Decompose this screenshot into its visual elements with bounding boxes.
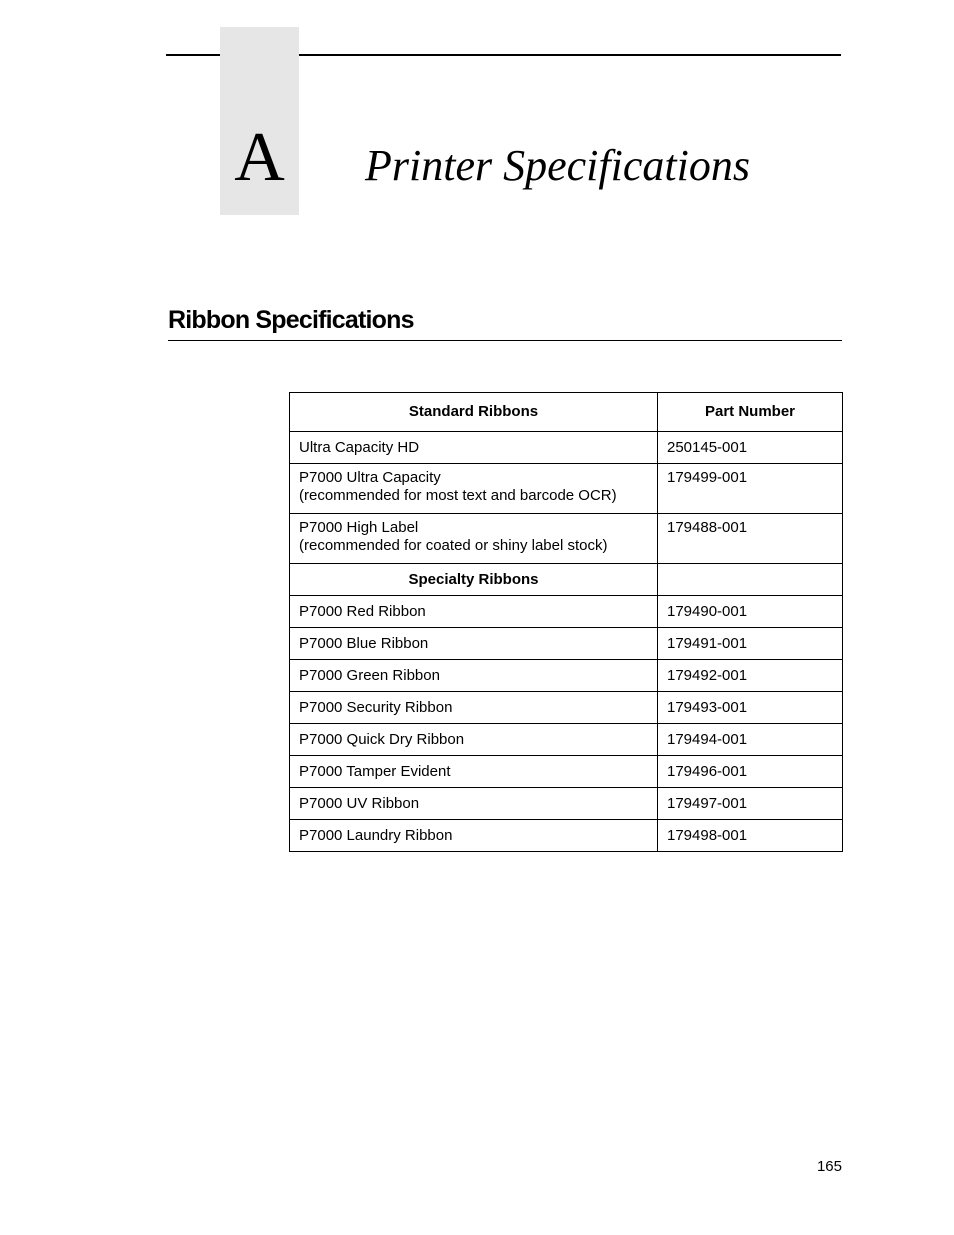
ribbon-note: (recommended for coated or shiny label stock) [299,537,608,554]
table-header-row [290,393,843,432]
section-rule [168,340,842,341]
ribbon-name-cell: P7000 Laundry Ribbon [290,820,658,852]
part-number-cell: 179491-001 [658,628,843,660]
table-row [290,820,843,852]
part-number-cell: 179497-001 [658,788,843,820]
table-row [290,724,843,756]
chapter-title: Printer Specifications [365,141,750,190]
column-header-part-number: Part Number [658,393,843,432]
part-number-cell: 179498-001 [658,820,843,852]
ribbon-name-cell: P7000 Quick Dry Ribbon [290,724,658,756]
ribbon-name-cell: P7000 UV Ribbon [290,788,658,820]
ribbon-name-cell: P7000 Red Ribbon [290,596,658,628]
table-row [290,596,843,628]
ribbon-name-cell: P7000 Blue Ribbon [290,628,658,660]
ribbon-name-cell: P7000 Security Ribbon [290,692,658,724]
ribbon-note: (recommended for most text and barcode OCR) [299,487,617,504]
part-number-cell: 179493-001 [658,692,843,724]
section-heading: Ribbon Specifications [168,306,414,334]
specialty-subheader-row [290,564,843,596]
part-number-cell: 179492-001 [658,660,843,692]
ribbon-name-cell [290,432,658,464]
table-row [290,660,843,692]
ribbon-name: Ultra Capacity HD [299,438,420,456]
column-header-standard-ribbons: Standard Ribbons [290,393,658,432]
part-number-cell: 250145-001 [658,432,843,464]
ribbon-name-cell [290,464,658,514]
ribbon-name-cell: P7000 Green Ribbon [290,660,658,692]
table-row [290,628,843,660]
table-row [290,514,843,564]
part-number-cell: 179499-001 [658,464,843,514]
chapter-letter: A [234,119,285,196]
part-number-cell: 179490-001 [658,596,843,628]
ribbon-name: P7000 Ultra Capacity [299,469,441,486]
part-number-cell: 179496-001 [658,756,843,788]
ribbon-name-cell: P7000 Tamper Evident [290,756,658,788]
table-row [290,432,843,464]
table-row [290,692,843,724]
table-row [290,464,843,514]
specialty-ribbons-subheader: Specialty Ribbons [290,564,658,596]
part-number-cell: 179488-001 [658,514,843,564]
table-row [290,788,843,820]
ribbon-name-cell [290,514,658,564]
ribbon-specifications-table [289,392,843,852]
ribbon-name: P7000 High Label [299,519,419,536]
part-number-cell: 179494-001 [658,724,843,756]
empty-cell [658,564,843,596]
table-row [290,756,843,788]
page-number: 165 [816,1158,842,1175]
